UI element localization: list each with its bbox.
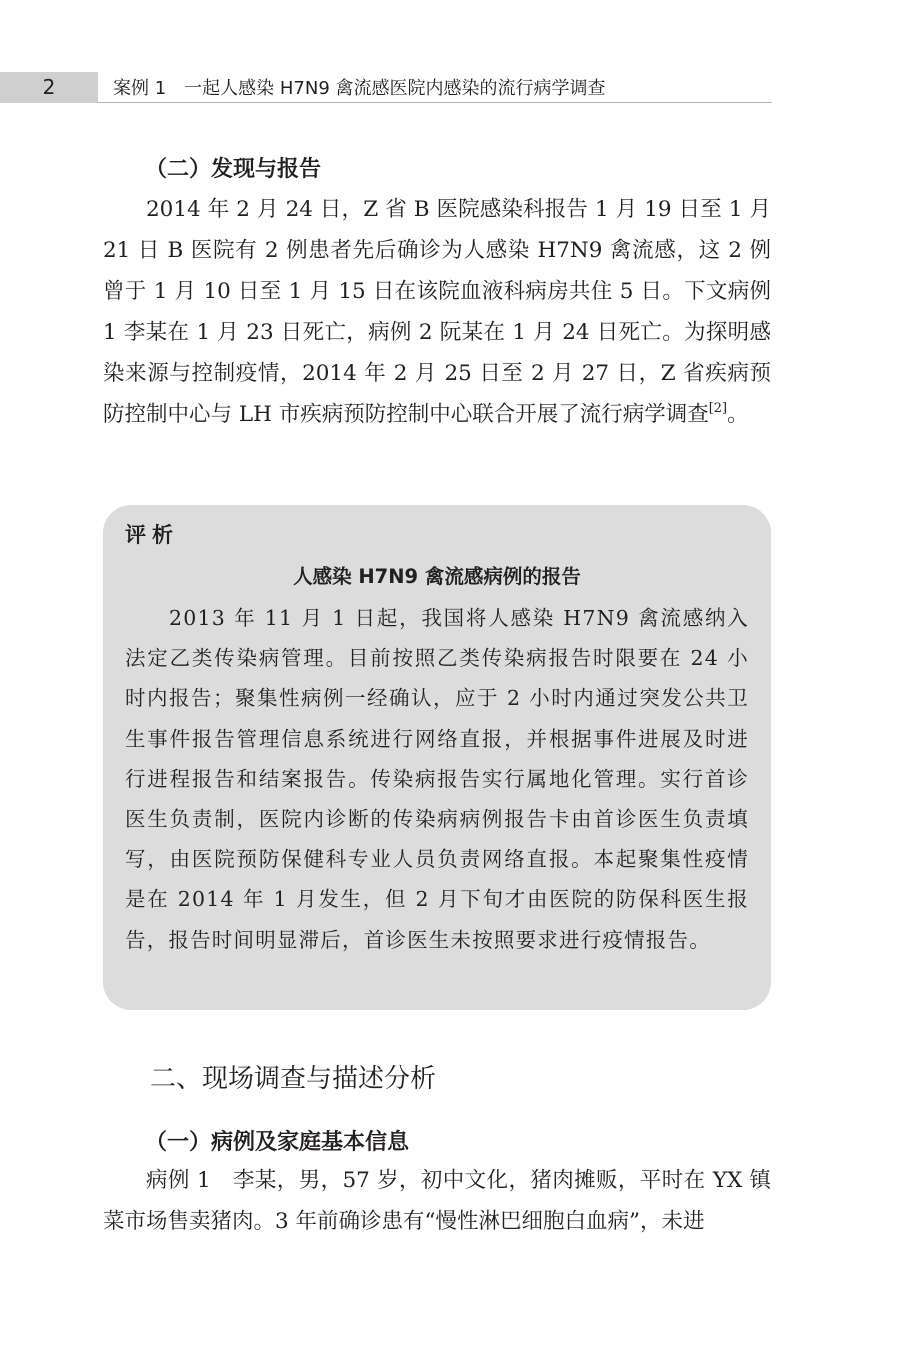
discovery-text: 2014 年 2 月 24 日，Z 省 B 医院感染科报告 1 月 19 日至 1 月 21 日 B 医院有 2 例患者先后确诊为人感染 H7N9 禽流感，这 2 例曾于 1 月 10 日至 1 月 15 日在该院血液科病房共住 5 日。下文病例 1 李某在 1 月 23 日死亡，病例 2 阮某在 1 月 24 日死亡。为探明感染来源与控制疫情，2014 年 2 月 25 日至 2 月 27 日，Z 省疾病预防控制中心与 LH 市疾病预防控制中心联合开展了流行病学调查 — [103, 197, 771, 427]
analysis-body — [125, 598, 749, 960]
running-title: 案例 1 一起人感染 H7N9 禽流感医院内感染的流行病学调查 — [113, 78, 606, 99]
header-divider — [98, 102, 772, 103]
analysis-label: 评析 — [125, 523, 179, 547]
discovery-end-mark: 。 — [727, 402, 749, 427]
discovery-paragraph — [103, 189, 771, 435]
analysis-title: 人感染 H7N9 禽流感病例的报告 — [293, 565, 581, 588]
section-subheading-discovery: （二）发现与报告 — [145, 157, 322, 182]
page-number: 2 — [42, 75, 56, 99]
case-info-paragraph — [103, 1160, 771, 1242]
section-heading-field-investigation: 二、现场调查与描述分析 — [150, 1064, 437, 1094]
citation-marker: [2] — [708, 401, 728, 416]
case-info-text: 病例 1 李某，男，57 岁，初中文化，猪肉摊贩，平时在 YX 镇菜市场售卖猪肉。3 年前确诊患有“慢性淋巴细胞白血病”，未进 — [103, 1168, 771, 1234]
analysis-text: 2013 年 11 月 1 日起，我国将人感染 H7N9 禽流感纳入法定乙类传染病管理。目前按照乙类传染病报告时限要在 24 小时内报告；聚集性病例一经确认，应于 2 小时内通过突发公共卫生事件报告管理信息系统进行网络直报，并根据事件进展及时进行进程报告和结案报告。传染病报告实行属地化管理。实行首诊医生负责制，医院内诊断的传染病病例报告卡由首诊医生负责填写，由医院预防保健科专业人员负责网络直报。本起聚集性疫情是在 2014 年 1 月发生，但 2 月下旬才由医院的防保科医生报告，报告时间明显滞后，首诊医生未按照要求进行疫情报告。 — [125, 606, 749, 952]
section-subheading-case-info: （一）病例及家庭基本信息 — [145, 1130, 410, 1155]
